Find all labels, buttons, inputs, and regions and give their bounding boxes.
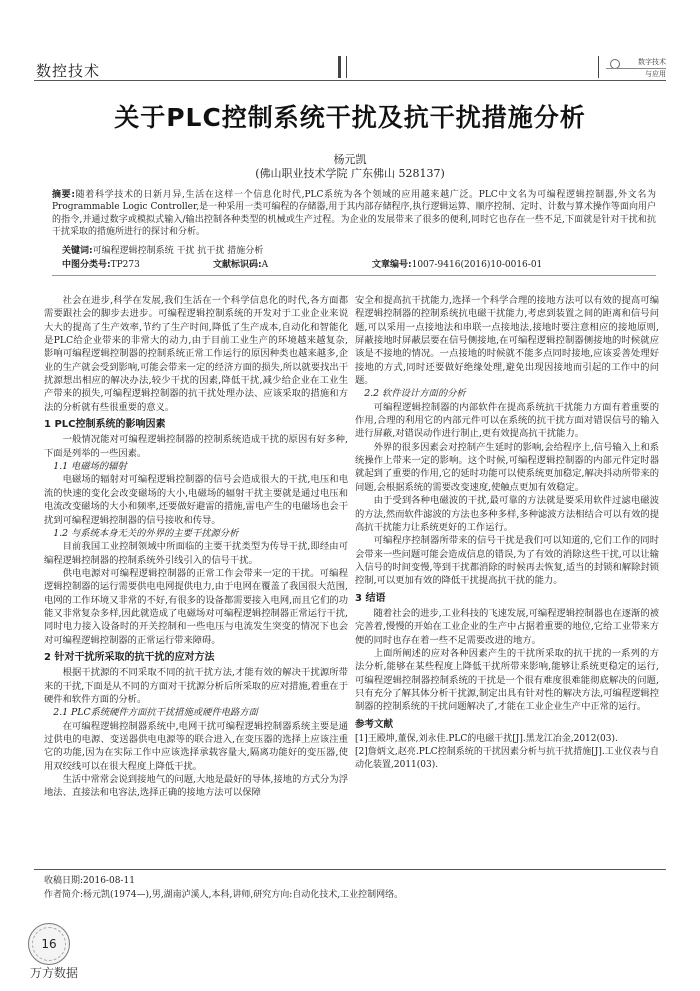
database-watermark: 万方数据 [30,966,79,980]
paragraph: 可编程序控制器所带来的信号干扰是我们可以知道的,它们工作的同时会带来一些问题可能会造成信息的错误,为了有效的消除这些干扰,可以让输入信号的时间变慢,等到干扰都消除的时候再去恢复,适当的封锁和解除封锁控制,可以更加有效的降低干扰提高抗干扰的能力。 [355,535,659,587]
paragraph: 生活中常常会说到接地气的问题,大地是最好的导体,接地的方式分为浮地法、直接法和电容法,选择正确的接地方法可以保障 [44,774,348,799]
section-heading: 2 针对干扰所采取的抗干扰的应对方法 [44,651,215,663]
page-number: 16 [41,937,57,951]
body-right-column [355,294,659,772]
paragraph: 可编程逻辑控制器的内部软件在提高系统抗干扰能力方面有着重要的作用,合理的利用它的内部元件可以在系统的抗干扰方面对错误信号的输入进行屏蔽,对错误动作进行制止,更有效提高抗干扰能力。 [355,401,659,440]
body-left-column [44,294,348,800]
journal-section-title: 数控技术 [36,62,101,80]
article-number [372,257,542,270]
paragraph: 根据干扰源的不同采取不同的抗干扰方法,才能有效的解决干扰源所带来的干扰,下面是从不同的方面对干扰源分析后所采取的应对措施,着重在于硬件和软件方面的分析。 [44,667,348,705]
badge-bottom-text: 与应用 [645,70,666,78]
document-code [213,257,268,270]
paragraph: 供电电源对可编程逻辑控制器的正常工作会带来一定的干扰。可编程逻辑控制器的运行需要供电电网提供电力,由于电网在覆盖了我国很大范围,电网的工作环境又非常的不好,有很多的设备都需要接入电网,而且它们的功能又非常复杂多样,因此就造成了电磁场对可编程逻辑控制器正常运行干扰,同时电力接入设备时的开关控制和一些电压与电流发生突变的情况下也会对可编程逻辑控制器的正常运行带来障碍。 [44,567,348,646]
references-heading: 参考文献 [355,718,394,730]
abstract [52,189,656,239]
doc-label: 文献标识码: [213,260,262,270]
reference-item: [1]王殿坤,董保,刘永佳.PLC的电磁干扰[J].黑龙江冶金,2012(03). [355,734,618,744]
keywords [62,243,263,256]
paragraph: 上面所阐述的应对各种因素产生的干扰所采取的抗干扰的一系列的方法分析,能够在某些程度上降低干扰所带来影响,能够让系统更稳定的运行,可编程逻辑控制器控制系统的干扰是一个很有难度很难能彻底解决的问题,只有充分了解其体分析干扰源,制定出具有针对性的解决方法,可编程逻辑控制器的控制系统的干扰问题解决了,才能在工业企业生产中正常的运行。 [355,647,659,713]
article-title: 关于PLC控制系统干扰及抗干扰措施分析 [114,103,586,132]
keywords-text: 可编程逻辑控制系统 干扰 抗干扰 措施分析 [92,246,264,256]
journal-badge [606,57,666,81]
abstract-rule [52,275,656,276]
doc-value: A [261,260,269,270]
header-rule [34,80,666,81]
paragraph: 在可编程逻辑控制器系统中,电网干扰可编程逻辑控制器系统主要是通过供电的电源、变送器供电电源等的联合进入,在变压器的选择上应该注重它的功能,因为在实际工作中应该选择承载容量大,隔离功能好的变压器,使用双绞线可以在很大程度上降低干扰。 [44,720,348,772]
footer-rule [34,869,666,870]
section-heading: 1 PLC控制系统的影响因素 [44,419,166,431]
paragraph: 随着社会的进步,工业科技的飞速发展,可编程逻辑控制器也在逐渐的被完善着,慢慢的开始在工业企业的生产中占据着重要的地位,它给工业带来方便的同时也存在着一些不足需要改进的地方。 [355,607,659,646]
clc-value: TP273 [110,260,140,270]
header-divider-bar [338,56,341,78]
article-affiliation: (佛山职业技术学院 广东佛山 528137) [255,167,445,180]
reference-item: [2]詹炳文,赵亮.PLC控制系统的干扰因素分析与抗干扰措施[J].工业仪表与自动化装置,2011(03). [355,747,659,770]
paragraph: 社会在进步,科学在发展,我们生活在一个科学信息化的时代,各方面都需要跟社会的脚步去进步。可编程逻辑控制系统的开发对于工业企业来说大大的提高了生产效率,节约了生产时间,降低了生产成本,自动化和智能化是PLC给企业带来的非常大的动力,由于目前工业生产的环境越来越复杂,影响可编程逻辑控制器的控制系统正常工作运行的原因种类也越来越多,企业的生产就会受到影响,可能会带来一定的经济方面的损失,所以就要找出干扰源想出相应的解决办法,较少干扰的因素,降低干扰,减少给企业在工业生产带来的损失,可编程逻辑控制器的抗干扰处理办法、应该采取的措施和方法的分析就有些很重要的意义。 [44,295,348,413]
abstract-label: 摘要: [52,190,75,200]
received-date: 收稿日期:2016-08-11 [44,876,135,886]
paragraph: 一般情况能对可编程逻辑控制器的控制系统造成干扰的原因有好多种,下面是列举的一些因素。 [44,434,348,459]
section-heading: 3 结语 [355,592,386,604]
paragraph: 目前我国工业控制领域中所面临的主要干扰类型为传导干扰,即经由可编程逻辑控制器的控制系统外引线引入的信号干扰。 [44,541,348,566]
paragraph: 电磁场的辐射对可编程逻辑控制器的信号会造成很大的干扰,电压和电流的快速的变化会改变磁场的大小,电磁场的辐射干扰主要就是通过电压和电流改变磁场的大小和频率,还要做好避雷的措施,雷电产生的电磁场也会干扰到可编程逻辑控制器的信号接收和传导。 [44,474,348,526]
clc-number [62,257,140,270]
paragraph: 由于受到各种电磁波的干扰,最可靠的方法就是要采用软件过滤电磁波的方法,然而软件滤波的方法也多种多样,多种滤波方法相结合可以有效的提高抗干扰能力让系统更好的工作运行。 [355,495,659,533]
author-bio: 作者简介:杨元凯(1974—),男,湖南泸溪人,本科,讲师,研究方向:自动化技术,工业控制网络。 [44,890,404,900]
header-divider-bar [598,56,599,78]
subsection-heading: 2.1 PLC系统硬件方面抗干扰措施或硬件电路方面 [53,707,258,719]
article-author: 杨元凯 [333,153,367,166]
keywords-label: 关键词: [62,246,93,256]
abstract-text: 随着科学技术的日新月异,生活在这样一个信息化时代,PLC系统为各个领域的应用越来越广泛。PLC中文名为可编程逻辑控制器,外文名为Programmable Logic Controller,是一种采用一类可编程的存储器,用于其内部存储程序,执行逻辑运算、顺序控制、定时、计数与算术操作等面向用户的指令,并通过数字或模拟式输入/输出控制各种类型的机械或生产过程。为企业的发展带来了很多的便利,同时它也存在一些不足,下面就是针对干扰和抗干扰采取的措施所进行的探讨和分析。 [52,190,656,238]
subsection-heading: 1.2 与系统本身无关的外界的主要干扰源分析 [53,527,239,539]
article-no-value: 1007-9416(2016)10-0016-01 [411,260,543,270]
badge-top-text: 数字技术 [606,57,666,69]
subsection-heading: 1.1 电磁场的辐射 [53,461,127,473]
subsection-heading: 2.2 软件设计方面的分析 [364,388,466,400]
article-no-label: 文章编号: [372,260,412,270]
header-divider-bar [346,56,347,78]
paragraph: 安全和提高抗干扰能力,选择一个科学合理的接地方法可以有效的提高可编程逻辑控制器的控制系统抗电磁干扰能力,考虑到装置之间的距离和信号问题,可以采用一点接地法和串联一点接地法,接地时要注意相应的接地原则,屏蔽接地时屏蔽层要在信号侧接地,在可编程逻辑控制器侧接地的时候就应该是不接地的情况。一点接地的时候就不能多点同时接地,应该妥善处理好接地的方式,同时还要做好绝缘处理,避免出现因接地而引起的工作中的问题。 [355,295,659,387]
page-number-badge [28,923,70,965]
clc-label: 中图分类号: [62,260,111,270]
paragraph: 外界的很多因素会对控制产生延时的影响,会给程序上,信号输入上和系统操作上带来一定的影响。这个时候,可编程逻辑控制器的内部元件定时器就起到了重要的作用,它的延时功能可以使系统更加稳定,解决抖动所带来的问题,会根据系统的需要改变速度,使触点更加有效稳定。 [355,441,659,493]
